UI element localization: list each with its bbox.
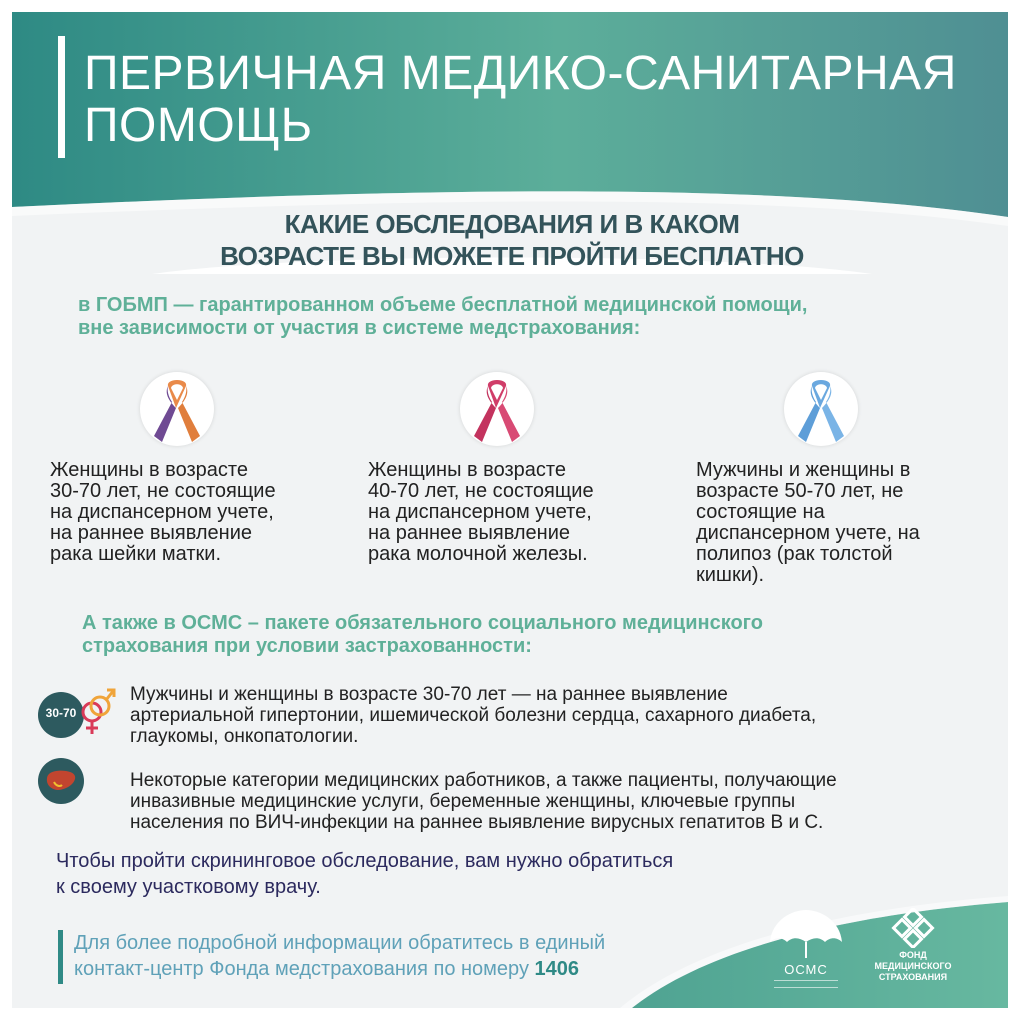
ribbon-circle-2 bbox=[460, 372, 534, 446]
orange-purple-ribbon-icon bbox=[140, 372, 214, 446]
osms-item-line: глаукомы, онкопатологии. bbox=[130, 726, 359, 747]
gender-symbols-icon bbox=[76, 682, 120, 742]
osms-item-line: Мужчины и женщины в возрасте 30-70 лет — на раннее выявление bbox=[130, 684, 728, 705]
contact-line1: Для более подробной информации обратитесь в единый bbox=[74, 932, 606, 954]
screening-line: на раннее выявление bbox=[368, 522, 570, 544]
contact-line2 bbox=[74, 956, 605, 982]
osms-item-line: инвазивные медицинские услуги, беременные женщины, ключевые группы bbox=[130, 791, 796, 812]
osms-line2: страхования при условии застрахованности: bbox=[82, 635, 532, 657]
blue-ribbon-icon bbox=[784, 372, 858, 446]
screening-line: Мужчины и женщины в bbox=[696, 459, 911, 481]
screening-line: на диспансерном учете, bbox=[368, 501, 592, 523]
screening-line: рака шейки матки. bbox=[50, 543, 222, 565]
screening-line: Женщины в возрасте bbox=[368, 459, 566, 481]
screening-line: кишки). bbox=[696, 564, 765, 586]
screening-line: возрасте 50-70 лет, не bbox=[696, 480, 904, 502]
osms-item-line: артериальной гипертонии, ишемической болезни сердца, сахарного диабета, bbox=[130, 705, 817, 726]
osms-umbrella-logo bbox=[764, 906, 848, 960]
contact-line2-prefix: контакт-центр Фонда медстрахования по номеру bbox=[74, 958, 535, 980]
liver-badge bbox=[38, 758, 84, 804]
osms-item-cardio bbox=[130, 684, 816, 747]
page-title-line1: ПЕРВИЧНАЯ МЕДИКО-САНИТАРНАЯ bbox=[84, 47, 957, 100]
ribbon-circle-3 bbox=[784, 372, 858, 446]
fund-logo-line: МЕДИЦИНСКОГО bbox=[874, 961, 952, 971]
age-badge-label: 30-70 bbox=[45, 706, 77, 720]
pink-ribbon-icon bbox=[460, 372, 534, 446]
osms-logo-text: ОСМС bbox=[784, 962, 828, 977]
screening-line: на диспансерном учете, bbox=[50, 501, 274, 523]
fund-snowflake-logo bbox=[890, 908, 936, 948]
subheading-line1: КАКИЕ ОБСЛЕДОВАНИЯ И В КАКОМ bbox=[284, 209, 740, 239]
screening-line: рака молочной железы. bbox=[368, 543, 588, 565]
contact-phone-number: 1406 bbox=[534, 958, 579, 980]
screening-line: на раннее выявление bbox=[50, 522, 252, 544]
fund-logo-line: ФОНД bbox=[899, 950, 927, 960]
osms-logo-caption bbox=[774, 980, 838, 988]
liver-icon bbox=[38, 758, 84, 804]
gobmp-line2: вне зависимости от участия в системе медстрахования: bbox=[78, 317, 641, 339]
osms-line1: А также в ОСМС – пакете обязательного социального медицинского bbox=[82, 612, 763, 634]
osms-item-line: населения по ВИЧ-инфекции на раннее выявление вирусных гепатитов В и С. bbox=[130, 812, 824, 833]
infographic-poster bbox=[12, 12, 1008, 1008]
screening-colon bbox=[696, 460, 920, 586]
fund-logo-text bbox=[860, 950, 966, 983]
screening-line: диспансерном учете, на bbox=[696, 522, 920, 544]
screening-line: 40-70 лет, не состоящие bbox=[368, 480, 594, 502]
contact-block bbox=[74, 930, 605, 982]
ribbon-circle-1 bbox=[140, 372, 214, 446]
osms-item-line: Некоторые категории медицинских работников, а также пациенты, получающие bbox=[130, 770, 837, 791]
title-accent-bar bbox=[58, 36, 65, 158]
subheading-line2: ВОЗРАСТЕ ВЫ МОЖЕТЕ ПРОЙТИ БЕСПЛАТНО bbox=[220, 241, 804, 271]
screening-line: полипоз (рак толстой bbox=[696, 543, 893, 565]
osms-item-hepatitis bbox=[130, 770, 837, 833]
footer-note-line1: Чтобы пройти скрининговое обследование, вам нужно обратиться bbox=[56, 850, 674, 872]
page-title-line2: ПОМОЩЬ bbox=[84, 99, 313, 152]
screening-breast bbox=[368, 460, 594, 565]
screening-line: 30-70 лет, не состоящие bbox=[50, 480, 276, 502]
gobmp-line1: в ГОБМП — гарантированном объеме бесплатной медицинской помощи, bbox=[78, 294, 808, 316]
footer-note-line2: к своему участковому врачу. bbox=[56, 876, 321, 898]
screening-line: Женщины в возрасте bbox=[50, 459, 248, 481]
screening-cervical bbox=[50, 460, 276, 565]
screening-line: состоящие на bbox=[696, 501, 825, 523]
fund-logo-line: СТРАХОВАНИЯ bbox=[878, 972, 948, 982]
contact-accent-bar bbox=[58, 930, 63, 984]
